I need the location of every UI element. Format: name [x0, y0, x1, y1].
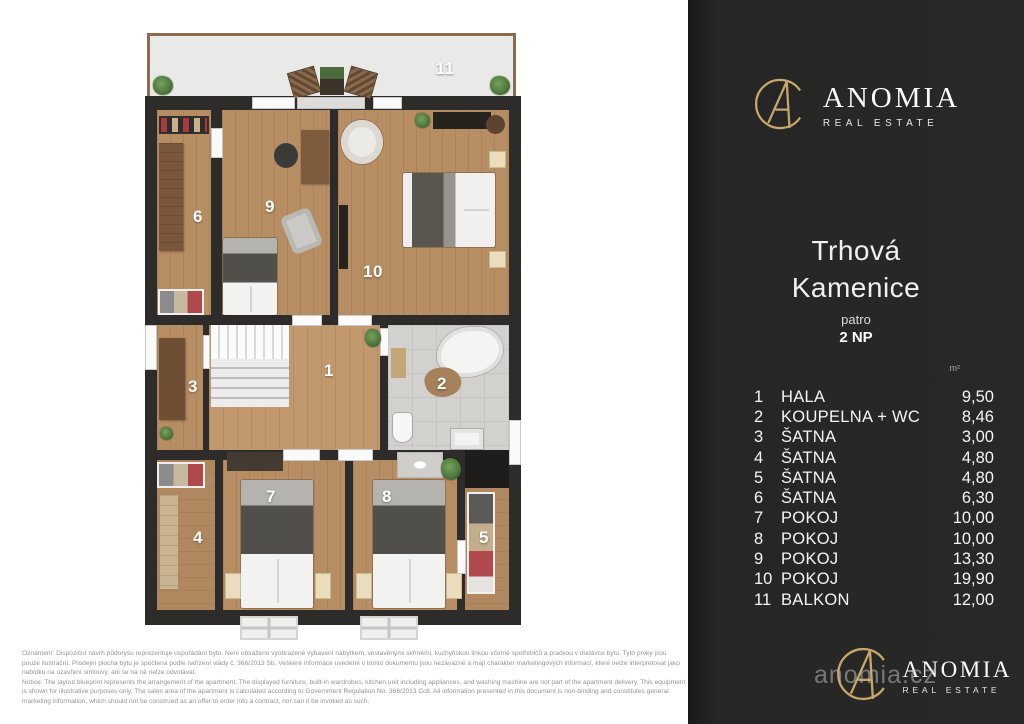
table-row: [754, 448, 994, 468]
room-balcony: [147, 33, 516, 96]
counter-room5: [465, 450, 509, 488]
dresser-room10: [433, 112, 491, 129]
disclaimer-english: Notice: The layout blueprint represents the arrangement of the apartment. The displayed furniture, built-in wardrobes, kitchen unit including appliances, and washing machine are not part of the apartment delivery. This equipment is shown for illustrative purposes only. The sales area of the apartment is calculated according to Government Regulation No. 366/2013 Coll. All information presented in this document is non-binding and constitutes general marketing information, which should not be construed as an offer to enter into a contract, nor can it be invoked as such.: [22, 678, 686, 705]
plant-hall: [365, 329, 381, 347]
tv-room10: [339, 205, 348, 269]
armchair-room10: [341, 120, 383, 164]
disclaimer-czech: Oznámení: Dispoziční návrh půdorysu reprezentuje uspořádání bytu. Není obsaženo vyobrazené vybavení nábytkem, vestavěnými skříněmi, kuchyňskou linkou včetně spotřebičů a pračkou v dodávce bytu. Tyto prvky jsou pouze ilustrační. Prodejní plocha bytu je spočtena podle nařízení vlády č. 366/2013 Sb. Veškeré informace uvedené v tomto dokumentu jsou nezávazné a mají charakter marketingových informací, které nelze interpretovat jako nabídku na uzavření smlouvy, ani se na ně nelze odvolávat.: [22, 650, 680, 677]
nightstand-room8-a: [356, 573, 372, 599]
brand-name: ANOMIA: [822, 82, 961, 114]
door-hall-room10: [338, 315, 372, 326]
door-hall-room9: [292, 315, 322, 326]
bath-sink: [451, 429, 483, 449]
bath-bench: [391, 348, 406, 378]
legal-disclaimer: [22, 649, 686, 706]
room-name: ŠATNA: [781, 428, 837, 447]
room-area: 9,50: [961, 387, 994, 406]
floor-value: 2 NP: [839, 329, 873, 346]
table-row: [754, 529, 994, 549]
room-name: HALA: [781, 387, 826, 406]
brand-logo: [688, 76, 1024, 137]
brand-text-block: [823, 84, 960, 129]
room-area: 10,00: [952, 529, 994, 548]
storage-boxes-room6: [158, 289, 204, 315]
area-unit-header: m²: [949, 363, 960, 373]
room-area: 4,80: [961, 468, 994, 487]
table-row: [754, 407, 994, 427]
room-name: POKOJ: [781, 529, 839, 548]
window-left-wall: [145, 325, 157, 370]
room-name: POKOJ: [781, 570, 839, 589]
room-num: 5: [754, 468, 764, 487]
room-area: 12,00: [952, 590, 994, 609]
floor-label: patro: [841, 312, 871, 327]
table-row: [754, 549, 994, 569]
room-area: 13,30: [952, 550, 994, 569]
room-area: 10,00: [952, 509, 994, 528]
room-label-1: 1: [324, 361, 334, 380]
brand-panel: [688, 0, 1024, 724]
dresser-room3: [159, 338, 185, 420]
table-row: [754, 428, 994, 448]
room-label-balkon: 11: [435, 59, 455, 78]
room-name: KOUPELNA + WC: [781, 407, 921, 426]
door-room5: [457, 540, 466, 574]
balcony-plant-left: [153, 76, 173, 95]
footer-brand-tagline: REAL ESTATE: [902, 685, 1001, 695]
balcony-chair-left: [287, 66, 321, 100]
room-label-2: 2: [437, 374, 447, 393]
brand-monogram-icon: [752, 76, 808, 137]
room-label-9: 9: [265, 197, 275, 216]
listing-title-line1: Trhová: [811, 235, 901, 266]
room-label-5: 5: [479, 528, 489, 547]
nightstand-room7-b: [315, 573, 331, 599]
room-num: 8: [754, 529, 764, 548]
door-right-wall: [509, 420, 521, 465]
toilet: [393, 413, 412, 442]
window-bottom-room8: [360, 616, 418, 640]
brand-tagline: REAL ESTATE: [822, 118, 939, 129]
room-label-10: 10: [363, 262, 383, 281]
table-row: [754, 570, 994, 590]
room-label-3: 3: [188, 377, 198, 396]
window-top-left: [252, 97, 295, 109]
listing-title-line2: Kamenice: [791, 272, 921, 303]
room-name: ŠATNA: [781, 468, 837, 487]
room-label-6: 6: [193, 207, 203, 226]
window-top-right: [373, 97, 402, 109]
desk-room7: [227, 452, 283, 471]
nightstand-room7-a: [225, 573, 241, 599]
room-num: 2: [754, 407, 764, 426]
plant-room3: [160, 427, 173, 440]
basket-room10: [486, 115, 505, 134]
website-watermark: anomia.cz: [814, 661, 937, 689]
plant-room10: [415, 113, 430, 128]
table-row: [754, 468, 994, 488]
bed-room10: [403, 173, 495, 247]
room-num: 6: [754, 489, 764, 508]
room-label-8: 8: [382, 487, 392, 506]
room-num: 9: [754, 550, 764, 569]
door-hall-room8: [338, 449, 373, 461]
room-num: 1: [754, 387, 764, 406]
table-row: [754, 387, 994, 407]
room-label-7: 7: [266, 487, 276, 506]
room-name: POKOJ: [781, 509, 839, 528]
balcony-door: [297, 97, 365, 109]
staircase: [211, 325, 289, 407]
room-area: 4,80: [961, 448, 994, 467]
washbasin-room8: [397, 452, 443, 478]
nightstand-room10-a: [489, 151, 506, 168]
room-area: 6,30: [961, 489, 994, 508]
wardrobe-room4: [160, 495, 178, 589]
room-name: ŠATNA: [781, 489, 837, 508]
balcony-planter: [320, 67, 344, 95]
door-hall-room7: [283, 449, 320, 461]
room-num: 7: [754, 509, 764, 528]
table-row: [754, 590, 994, 610]
room-name: BALKON: [781, 590, 850, 609]
room-num: 10: [754, 570, 773, 589]
door-room6: [211, 128, 223, 158]
balcony-plant-right: [490, 76, 510, 95]
bed-room9: [223, 238, 277, 315]
desk-room9: [301, 130, 329, 184]
nightstand-room10-b: [489, 251, 506, 268]
listing-title: [688, 232, 1024, 306]
room-label-4: 4: [193, 528, 203, 547]
door-hall-room3: [203, 335, 210, 369]
plant-room8: [441, 458, 461, 480]
room-num: 4: [754, 448, 764, 467]
footer-brand-name: ANOMIA: [902, 657, 1012, 682]
desk-chair-room9: [274, 143, 298, 168]
door-hall-bath: [380, 328, 389, 356]
wardrobe-room6: [159, 143, 183, 251]
room-name: POKOJ: [781, 550, 839, 569]
table-row: [754, 509, 994, 529]
table-row: [754, 488, 994, 508]
room-area: 19,90: [952, 570, 994, 589]
room-num: 11: [754, 590, 772, 609]
room-area: 8,46: [961, 407, 994, 426]
balcony-chair-right: [344, 66, 378, 100]
window-bottom-room7: [240, 616, 298, 640]
nightstand-room8-b: [446, 573, 462, 599]
room-legend: [754, 363, 994, 610]
storage-boxes-room4: [157, 462, 205, 488]
room-num: 3: [754, 428, 764, 447]
floor-plan: [145, 33, 521, 640]
bed-room7: [241, 480, 313, 608]
room-name: ŠATNA: [781, 448, 837, 467]
clothes-rack: [159, 116, 209, 134]
room-area: 3,00: [961, 428, 994, 447]
